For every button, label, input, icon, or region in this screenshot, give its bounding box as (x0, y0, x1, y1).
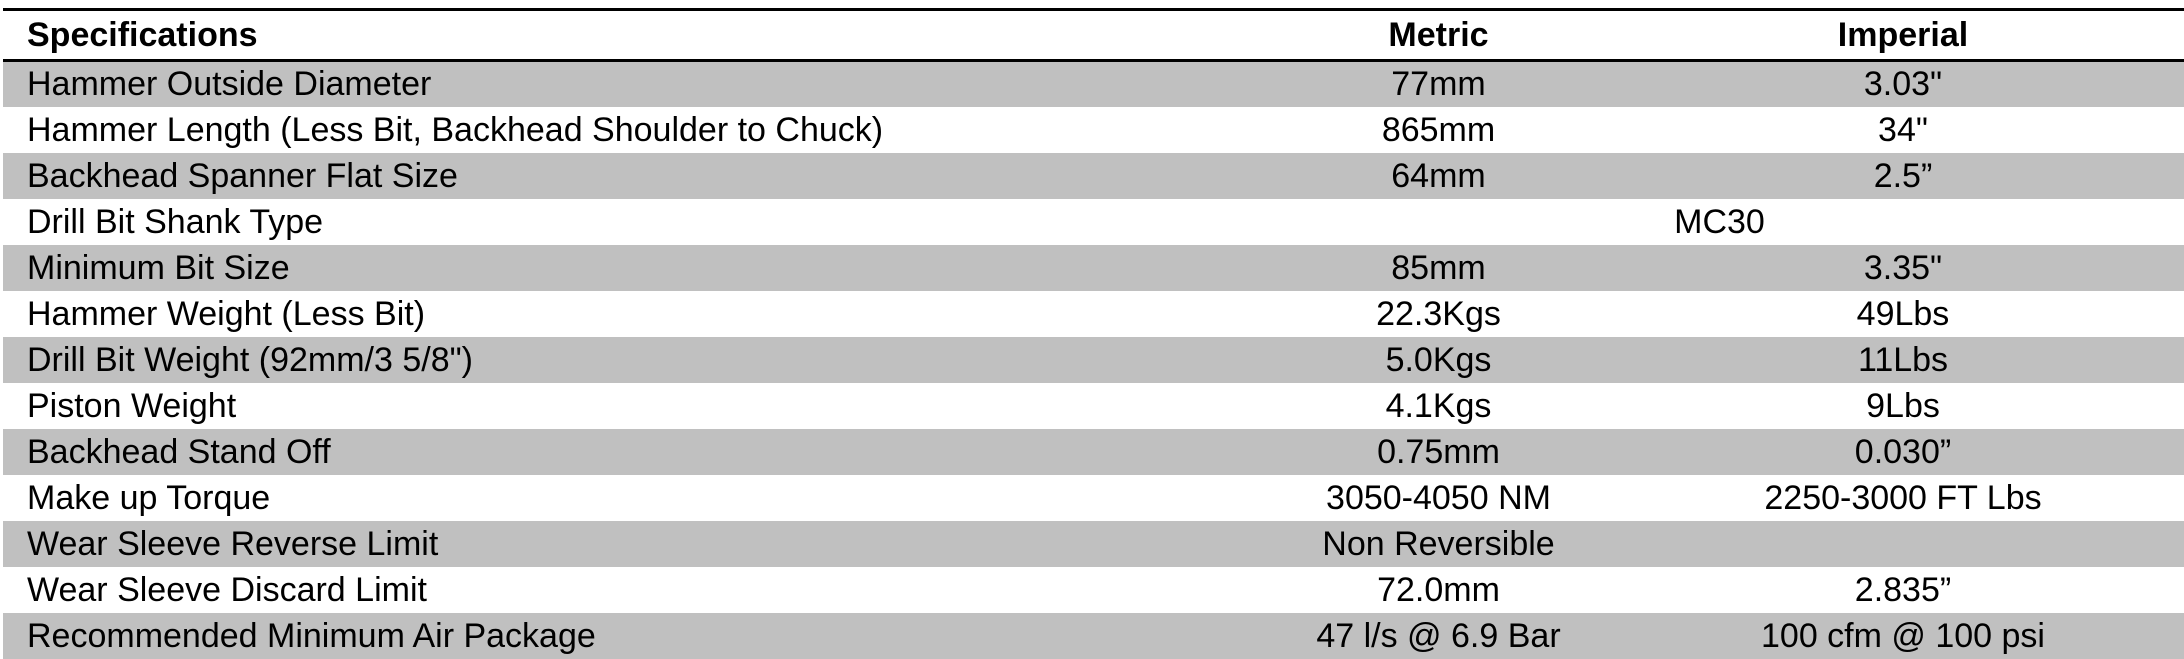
header-row (3, 10, 2184, 61)
imperial-value: 2.5” (1622, 153, 2184, 199)
spec-name: Hammer Outside Diameter (3, 61, 1255, 107)
metric-value: 0.75mm (1255, 429, 1622, 475)
metric-value: 72.0mm (1377, 570, 1500, 609)
table-row (3, 383, 2184, 429)
table-row (3, 245, 2184, 291)
specifications-table (3, 8, 2184, 659)
table-row (3, 199, 2184, 245)
table-row (3, 153, 2184, 199)
imperial-value: 100 cfm @ 100 psi (1622, 613, 2184, 659)
table-row (3, 567, 2184, 613)
spec-name: Minimum Bit Size (3, 245, 1255, 291)
imperial-value: 34" (1878, 110, 1928, 149)
metric-value: 5.0Kgs (1255, 337, 1622, 383)
imperial-value: 0.030” (1622, 429, 2184, 475)
spec-name: Hammer Weight (Less Bit) (27, 294, 426, 333)
spec-name: Backhead Stand Off (3, 429, 1255, 475)
table-header (3, 10, 2184, 61)
table-row (3, 107, 2184, 153)
table-row (3, 429, 2184, 475)
imperial-value: 2.835” (1854, 570, 1952, 609)
metric-value: 3050-4050 NM (1326, 478, 1551, 517)
metric-value: 77mm (1255, 61, 1622, 107)
table-row (3, 61, 2184, 107)
imperial-value: 3.35" (1622, 245, 2184, 291)
spec-name: Wear Sleeve Discard Limit (27, 570, 427, 609)
metric-value: 22.3Kgs (1376, 294, 1501, 333)
metric-value: 4.1Kgs (1385, 386, 1492, 425)
header-imperial: Imperial (1622, 10, 2184, 61)
spec-name: Drill Bit Weight (92mm/3 5/8") (3, 337, 1255, 383)
header-specifications: Specifications (3, 10, 1255, 61)
imperial-value (1622, 521, 2184, 567)
imperial-value: 9Lbs (1866, 386, 1940, 425)
imperial-value: 11Lbs (1622, 337, 2184, 383)
table-row (3, 613, 2184, 659)
spec-name: Backhead Spanner Flat Size (3, 153, 1255, 199)
table-row (3, 521, 2184, 567)
table-row (3, 291, 2184, 337)
table-body (3, 61, 2184, 659)
spec-name: Piston Weight (27, 386, 237, 425)
imperial-value: 49Lbs (1856, 294, 1950, 333)
combined-value: MC30 (1674, 202, 1765, 241)
header-metric: Metric (1255, 10, 1622, 61)
spec-name: Hammer Length (Less Bit, Backhead Shoulder to Chuck) (27, 110, 884, 149)
table-row (3, 337, 2184, 383)
imperial-value: 2250-3000 FT Lbs (1764, 478, 2042, 517)
spec-name: Recommended Minimum Air Package (3, 613, 1255, 659)
metric-value: Non Reversible (1255, 521, 1622, 567)
metric-value: 865mm (1381, 110, 1496, 149)
imperial-value: 3.03" (1622, 61, 2184, 107)
spec-name: Wear Sleeve Reverse Limit (3, 521, 1255, 567)
metric-value: 64mm (1255, 153, 1622, 199)
spec-name: Drill Bit Shank Type (27, 202, 324, 241)
table-row (3, 475, 2184, 521)
spec-name: Make up Torque (27, 478, 271, 517)
metric-value: 85mm (1255, 245, 1622, 291)
metric-value: 47 l/s @ 6.9 Bar (1255, 613, 1622, 659)
